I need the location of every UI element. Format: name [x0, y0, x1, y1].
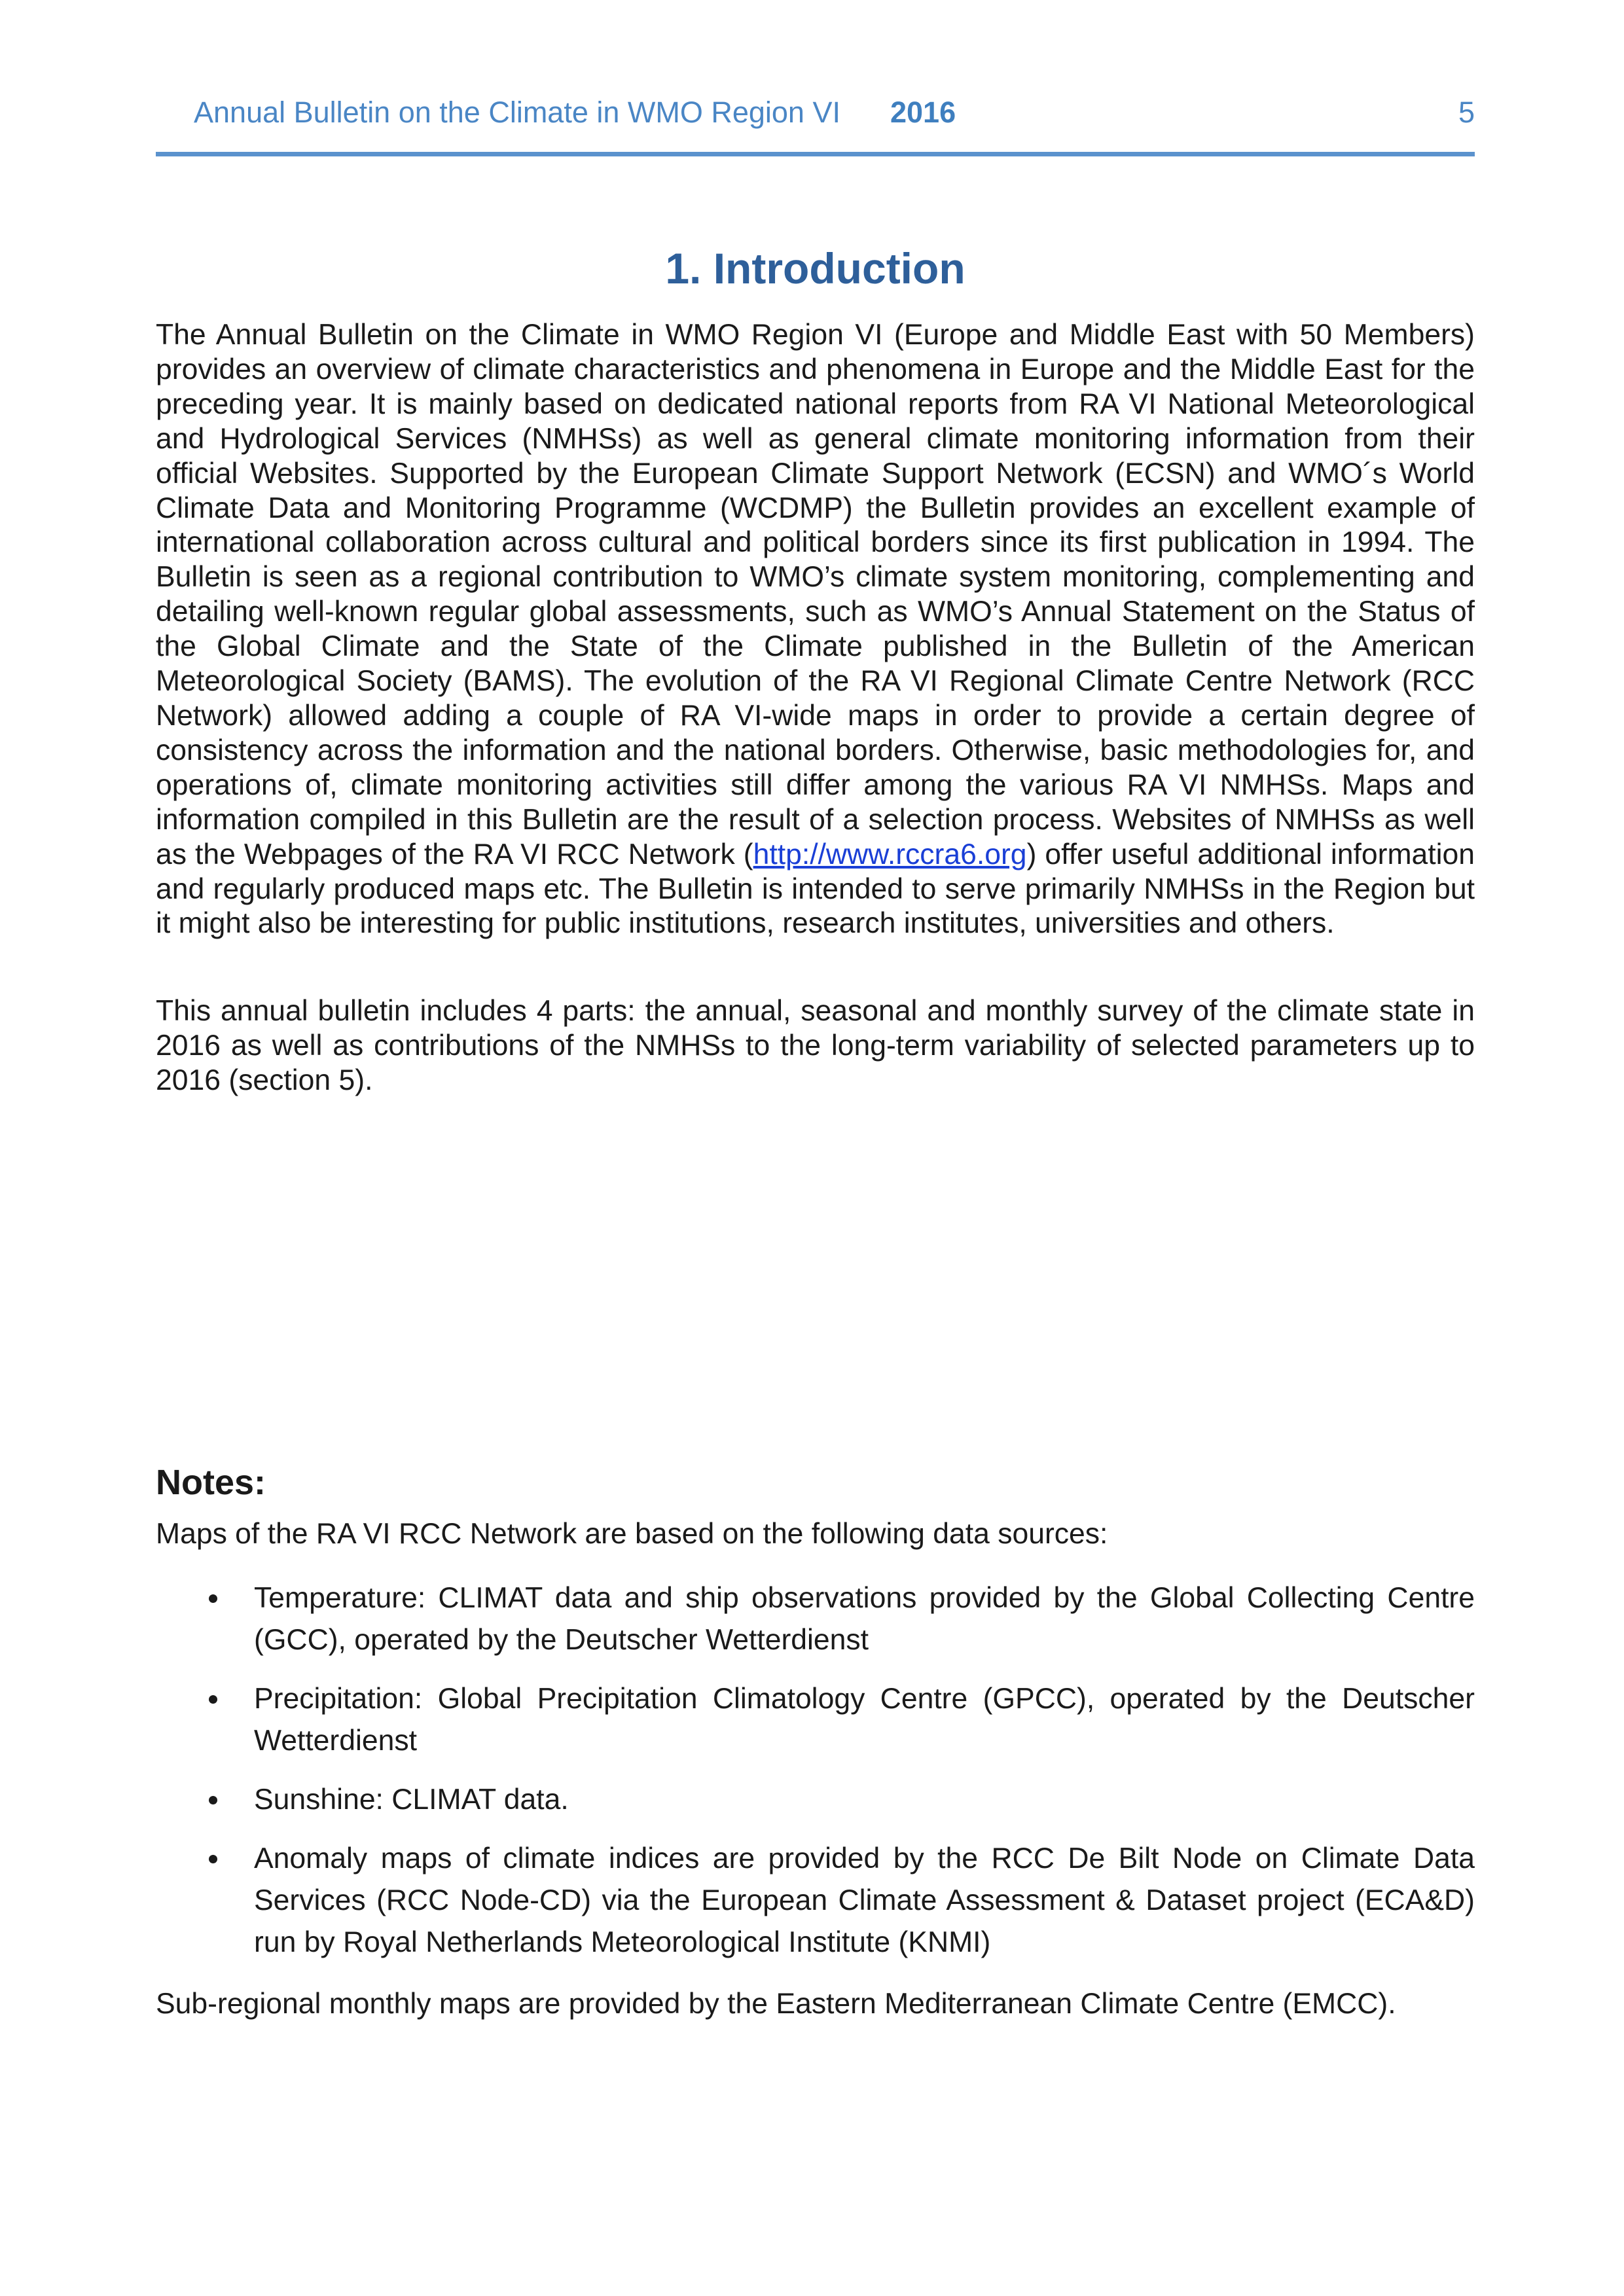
page-number: 5 [1458, 96, 1475, 129]
list-item [156, 1838, 1475, 1964]
section-title: 1. Introduction [665, 244, 965, 293]
list-item [156, 1779, 1475, 1821]
data-sources-list [156, 1577, 1475, 1981]
bullet-icon [209, 1594, 217, 1603]
list-item-text: Temperature: CLIMAT data and ship observations provided by the Global Collecting Centre (GCC), operated by the Deutscher Wetterdienst [254, 1582, 1475, 1656]
list-item-text: Anomaly maps of climate indices are provided by the RCC De Bilt Node on Climate Data Services (RCC Node-CD) via the European Climate Assessment & Dataset project (ECA&D) run by Royal Netherlands Meteorological Institute (KNMI) [254, 1842, 1475, 1958]
header-year: 2016 [890, 96, 956, 129]
list-item-text: Sunshine: CLIMAT data. [254, 1784, 569, 1816]
list-item-text: Precipitation: Global Precipitation Climatology Centre (GPCC), operated by the Deutscher Wetterdienst [254, 1683, 1475, 1757]
notes-closing: Sub-regional monthly maps are provided by the Eastern Mediterranean Climate Centre (EMCC). [156, 1988, 1396, 2020]
header-title: Annual Bulletin on the Climate in WMO Region VI [194, 96, 840, 129]
list-item [156, 1678, 1475, 1762]
header-divider [156, 152, 1475, 156]
intro-paragraph-2: This annual bulletin includes 4 parts: the annual, seasonal and monthly survey of the climate state in 2016 as well as contributions of the NMHSs to the long-term variability of selected parameters up to 2016 (section 5). [156, 995, 1475, 1096]
list-item [156, 1577, 1475, 1661]
rccra6-link[interactable]: http://www.rccra6.org [753, 838, 1027, 870]
intro-paragraph-1 [156, 318, 1475, 941]
notes-heading: Notes: [156, 1463, 266, 1502]
intro-text-before-link: The Annual Bulletin on the Climate in WMO Region VI (Europe and Middle East with 50 Members) provides an overview of climate characteristics and phenomena in Europe and the Middle East for the preceding year. It is mainly based on dedicated national reports from RA VI National Meteorological and Hydrological Services (NMHSs) as well as general climate monitoring information from their official Websites. Supported by the European Climate Support Network (ECSN) and WMO´s World Climate Data and Monitoring Programme (WCDMP) the Bulletin provides an excellent example of international collaboration across cultural and political borders since its first publication in 1994. The Bulletin is seen as a regional contribution to WMO’s climate system monitoring, complementing and detailing well-known regular global assessments, such as WMO’s Annual Statement on the Status of the Global Climate and the State of the Climate published in the Bulletin of the American Meteorological Society (BAMS). The evolution of the RA VI Regional Climate Centre Network (RCC Network) allowed adding a couple of RA VI-wide maps in order to provide a certain degree of consistency across the information and the national borders. Otherwise, basic methodologies for, and operations of, climate monitoring activities still differ among the various RA VI NMHSs. Maps and information compiled in this Bulletin are the result of a selection process. Websites of NMHSs as well as the Webpages of the RA VI RCC Network ( [156, 319, 1475, 870]
bullet-icon [209, 1796, 217, 1804]
bullet-icon [209, 1855, 217, 1863]
intro-text-after-link: ) offer useful additional information and regularly produced maps etc. The Bulletin is intended to serve primarily NMHSs in the Region but it might also be interesting for public institutions, research institutes, universities and others. [156, 838, 1475, 940]
bullet-icon [209, 1695, 217, 1704]
running-header [156, 92, 1475, 131]
notes-intro: Maps of the RA VI RCC Network are based on the following data sources: [156, 1518, 1108, 1550]
